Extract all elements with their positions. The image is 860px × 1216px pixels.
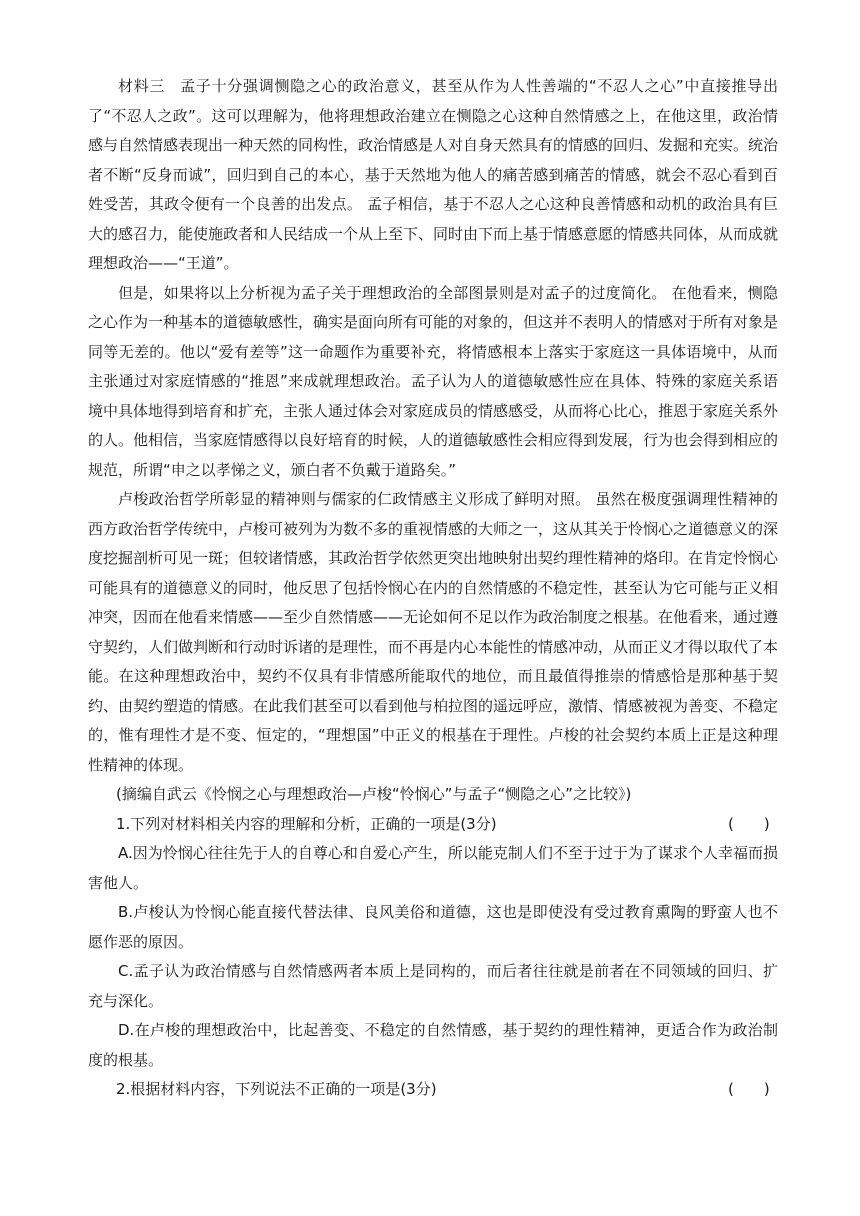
question-1-option-b: B.卢梭认为怜悯心能直接代替法律、良风美俗和道德，这也是即使没有受过教育熏陶的野蛮人也不愿作恶的原因。 [88,903,778,951]
question-1-text: 1.下列对材料相关内容的理解和分析，正确的一项是(3分) [116,814,497,833]
material3-paragraph-1 [88,72,778,279]
question-2-stem [88,1075,778,1105]
question-1-stem [88,810,778,840]
question-2-text: 2.根据材料内容，下列说法不正确的一项是(3分) [116,1080,437,1098]
source-citation: (摘编自武云《怜悯之心与理想政治—卢梭“怜悯心”与孟子“恻隐之心”之比较》) [116,785,632,803]
question-1-answer-blank: ( ) [728,814,770,833]
material3-paragraph-1-text: 孟子十分强调恻隐之心的政治意义，甚至从作为人性善端的“不忍人之心”中直接推导出了“不忍人之政”。这可以理解为，他将理想政治建立在恻隐之心这种自然情感之上，在他这里，政治情感与自然情感表现出一种天然的同构性，政治情感是人对自身天然具有的情感的回归、发掘和充实。统治者不断“反身而诚”，回归到自己的本心，基于天然地为他人的痛苦感到痛苦的情感，就会不忍心看到百姓受苦，其政令便有一个良善的出发点。 孟子相信，基于不忍人之心这种良善情感和动机的政治具有巨大的感召力，能使施政者和人民结成一个从上至下、同时由下而上基于情感意愿的情感共同体，从而成就理想政治——“王道”。 [88,77,779,272]
material3-label: 材料三 [118,77,166,95]
material3-paragraph-3: 卢梭政治哲学所彰显的精神则与儒家的仁政情感主义形成了鲜明对照。 虽然在极度强调理性精神的西方政治哲学传统中，卢梭可被列为为数不多的重视情感的大师之一，这从其关于怜悯心之道德意义的深度挖掘剖析可见一斑；但较诸情感，其政治哲学依然更突出地映射出契约理性精神的烙印。在肯定怜悯心可能具有的道德意义的同时，他反思了包括怜悯心在内的自然情感的不稳定性，甚至认为它可能与正义相冲突，因而在他看来情感——至少自然情感——无论如何不足以作为政治制度之根基。在他看来，通过遵守契约，人们做判断和行动时诉诸的是理性，而不再是内心本能性的情感冲动，从而正义才得以取代了本能。在这种理想政治中，契约不仅具有非情感所能取代的地位，而且最值得推崇的情感恰是那种基于契约、由契约塑造的情感。在此我们甚至可以看到他与柏拉图的遥远呼应，激情、情感被视为善变、不稳定的，惟有理性才是不变、恒定的，“理想国”中正义的根基在于理性。卢梭的社会契约本质上正是这种理性精神的体现。 [88,490,779,774]
document-page [88,72,778,1105]
question-1-option-c: C.孟子认为政治情感与自然情感两者本质上是同构的，而后者往往就是前者在不同领域的回归、扩充与深化。 [88,962,778,1010]
material3-paragraph-2: 但是，如果将以上分析视为孟子关于理想政治的全部图景则是对孟子的过度简化。 在他看来，恻隐之心作为一种基本的道德敏感性，确实是面向所有可能的对象的，但这并不表明人的情感对于所有对象是同等无差的。他以“爱有差等”这一命题作为重要补充，将情感根本上落实于家庭这一具体语境中，从而主张通过对家庭情感的“推恩”来成就理想政治。孟子认为人的道德敏感性应在具体、特殊的家庭关系语境中具体地得到培育和扩充，主张人通过体会对家庭成员的情感感受，从而将心比心，推恩于家庭关系外的人。他相信，当家庭情感得以良好培育的时候，人的道德敏感性会相应得到发展，行为也会得到相应的规范，所谓“申之以孝悌之义，颁白者不负戴于道路矣。” [88,283,779,479]
question-1-option-a: A.因为怜悯心往往先于人的自尊心和自爱心产生，所以能克制人们不至于过于为了谋求个人幸福而损害他人。 [88,844,778,892]
question-2-answer-blank: ( ) [728,1080,770,1098]
question-1-option-d: D.在卢梭的理想政治中，比起善变、不稳定的自然情感，基于契约的理性精神，更适合作为政治制度的根基。 [88,1021,778,1069]
